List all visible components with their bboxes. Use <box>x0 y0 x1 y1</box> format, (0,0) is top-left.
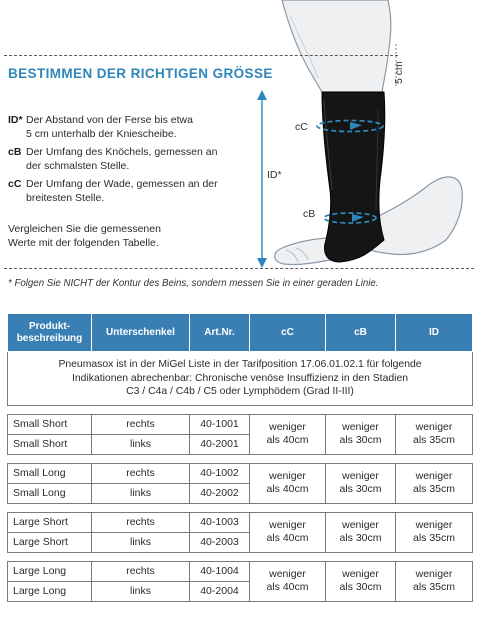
id-value-line: als 35cm <box>412 483 455 495</box>
cb-value-line: als 30cm <box>339 483 382 495</box>
id-value-line: als 35cm <box>412 581 455 593</box>
footnote: * Folgen Sie NICHT der Kontur des Beins, sondern messen Sie in einer geraden Linie. <box>8 278 379 289</box>
cb-value-line: als 30cm <box>339 434 382 446</box>
product-name-cell: Small Short <box>8 414 92 434</box>
cb-value-line: weniger <box>342 568 379 580</box>
group-spacer <box>8 503 473 512</box>
header-cb: cB <box>326 314 396 352</box>
definition-code: cC <box>8 178 22 190</box>
product-name-cell: Large Short <box>8 512 92 532</box>
cc-value-line: als 40cm <box>266 532 309 544</box>
id-label: ID* <box>267 169 282 181</box>
definition-text: der schmalsten Stelle. <box>26 159 130 172</box>
group-spacer <box>8 552 473 561</box>
cb-value-cell <box>326 561 396 601</box>
table-header-row <box>8 314 473 352</box>
id-value-line: weniger <box>415 568 453 580</box>
id-value-cell <box>396 414 473 454</box>
id-value-line: als 35cm <box>412 532 455 544</box>
five-cm-label: 5 cm <box>393 61 405 84</box>
header-article: Art.Nr. <box>190 314 250 352</box>
cc-value-cell <box>250 561 326 601</box>
leg-side-cell: links <box>92 581 190 601</box>
id-value-cell <box>396 561 473 601</box>
header-id: ID <box>396 314 473 352</box>
id-value-cell <box>396 512 473 552</box>
product-name-cell: Small Long <box>8 463 92 483</box>
leg-outline <box>282 0 391 92</box>
article-number-cell: 40-2003 <box>190 532 250 552</box>
id-value-line: weniger <box>415 421 453 433</box>
cc-value-line: als 40cm <box>266 483 309 495</box>
cb-value-line: weniger <box>342 519 379 531</box>
definition-id <box>8 114 248 141</box>
definition-text: breitesten Stelle. <box>26 191 105 204</box>
cc-value-line: als 40cm <box>266 581 309 593</box>
definition-text: Der Umfang der Wade, gemessen an der <box>26 178 218 190</box>
article-number-cell: 40-2001 <box>190 434 250 454</box>
id-arrow-down-icon <box>257 258 267 268</box>
leg-side-cell: rechts <box>92 512 190 532</box>
note-line: C3 / C4a / C4b / C5 oder Lymphödem (Grad II-III) <box>126 386 354 397</box>
spacer-cell <box>8 454 473 463</box>
id-arrow-up-icon <box>257 90 267 100</box>
article-number-cell: 40-1004 <box>190 561 250 581</box>
product-name-cell: Small Long <box>8 483 92 503</box>
article-number-cell: 40-2002 <box>190 483 250 503</box>
cc-value-line: weniger <box>269 519 306 531</box>
compare-instruction <box>8 222 228 250</box>
compression-sleeve <box>322 92 385 262</box>
definition-text: 5 cm unterhalb der Kniescheibe. <box>26 127 177 140</box>
cb-value-line: als 30cm <box>339 532 382 544</box>
table-row <box>8 561 473 581</box>
article-number-cell: 40-2004 <box>190 581 250 601</box>
leg-side-cell: rechts <box>92 561 190 581</box>
leg-side-cell: links <box>92 483 190 503</box>
article-number-cell: 40-1002 <box>190 463 250 483</box>
leg-side-cell: rechts <box>92 414 190 434</box>
cb-value-cell <box>326 512 396 552</box>
definition-code: ID* <box>8 114 23 126</box>
cc-value-line: weniger <box>269 421 306 433</box>
cc-value-line: weniger <box>269 568 306 580</box>
id-value-line: weniger <box>415 519 453 531</box>
article-number-cell: 40-1003 <box>190 512 250 532</box>
cc-value-cell <box>250 414 326 454</box>
id-value-line: weniger <box>415 470 453 482</box>
header-leg: Unterschenkel <box>92 314 190 352</box>
definition-code: cB <box>8 146 22 158</box>
cb-value-line: weniger <box>342 421 379 433</box>
table-row <box>8 512 473 532</box>
spacer-cell <box>8 503 473 512</box>
header-cc: cC <box>250 314 326 352</box>
leg-side-cell: links <box>92 532 190 552</box>
cb-value-line: als 30cm <box>339 581 382 593</box>
group-spacer <box>8 405 473 414</box>
cc-value-cell <box>250 463 326 503</box>
cc-value-line: weniger <box>269 470 306 482</box>
migel-note <box>8 352 473 406</box>
id-value-cell <box>396 463 473 503</box>
divider-bottom <box>4 268 474 269</box>
definition-cc <box>8 178 248 205</box>
header-product <box>8 314 92 352</box>
spacer-cell <box>8 552 473 561</box>
cb-value-line: weniger <box>342 470 379 482</box>
table-row <box>8 463 473 483</box>
size-table <box>7 313 473 602</box>
table-row <box>8 414 473 434</box>
product-name-cell: Large Long <box>8 581 92 601</box>
compare-line: Werte mit der folgenden Tabelle. <box>8 237 159 249</box>
divider-top <box>4 55 398 56</box>
definition-cb <box>8 146 248 173</box>
product-name-cell: Small Short <box>8 434 92 454</box>
header-product-line: beschreibung <box>16 332 83 344</box>
product-name-cell: Large Short <box>8 532 92 552</box>
cc-value-cell <box>250 512 326 552</box>
definition-text: Der Abstand von der Ferse bis etwa <box>26 114 193 126</box>
article-number-cell: 40-1001 <box>190 414 250 434</box>
id-value-line: als 35cm <box>412 434 455 446</box>
note-line: Pneumasox ist in der MiGel Liste in der Tarifposition 17.06.01.02.1 für folgende <box>58 359 422 370</box>
group-spacer <box>8 454 473 463</box>
definition-text: Der Umfang des Knöchels, gemessen an <box>26 146 218 158</box>
cb-label: cB <box>303 208 316 220</box>
note-row <box>8 352 473 406</box>
header-product-line: Produkt- <box>28 320 71 332</box>
spacer-cell <box>8 405 473 414</box>
leg-side-cell: rechts <box>92 463 190 483</box>
section-heading: BESTIMMEN DER RICHTIGEN GRÖSSE <box>8 66 273 81</box>
note-line: Indikationen abrechenbar: Chronische venöse Insuffizienz in den Stadien <box>72 372 408 384</box>
leg-side-cell: links <box>92 434 190 454</box>
cc-label: cC <box>295 121 308 133</box>
product-name-cell: Large Long <box>8 561 92 581</box>
compare-line: Vergleichen Sie die gemessenen <box>8 223 161 235</box>
cb-value-cell <box>326 463 396 503</box>
cb-value-cell <box>326 414 396 454</box>
cc-value-line: als 40cm <box>266 434 309 446</box>
